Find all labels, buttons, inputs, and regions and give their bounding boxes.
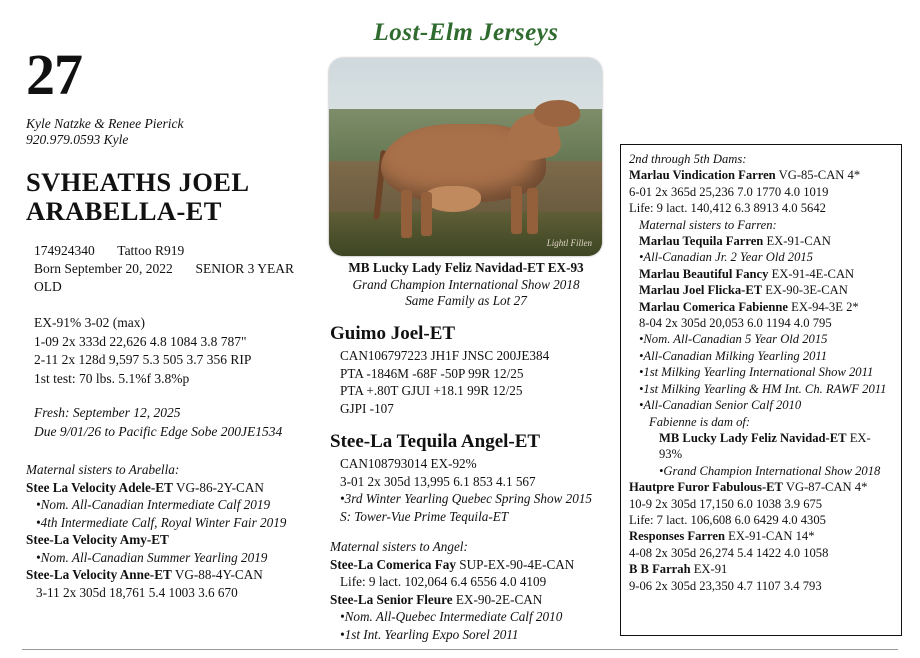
logo-text: Lost-Elm Jerseys [373,19,559,46]
sister-code: VG-86-2Y-CAN [175,479,264,495]
sister-code: SUP-EX-90-4E-CAN [459,556,575,572]
dam-registration: CAN108793014 EX-92% [340,456,477,471]
breeding-status [34,404,316,441]
dam-name: Stee-La Tequila Angel-ET [330,431,541,452]
cow-leg [421,192,432,236]
sister-note: •Nom. All-Quebec Intermediate Calf 2010 [340,609,563,624]
dam-record: 3-01 2x 305d 13,995 6.1 853 4.1 567 [340,473,536,489]
dam-name: Hautpre Furor Fabulous-ET [629,480,783,495]
dam-code: EX-93% [659,430,871,462]
fresh-date: Fresh: September 12, 2025 [34,405,181,420]
dam-award: •3rd Winter Yearling Quebec Spring Show 2015 [340,491,593,506]
dam-name: Responses Farren [629,529,725,544]
sire-pta-2: PTA +.80T GJUI +18.1 99R 12/25 [340,383,523,398]
registration-number: 174924340 [34,243,95,258]
photo-foreground [329,212,602,256]
classification-score: EX-91% 3-02 (max) [34,315,145,330]
consignor-phone: 920.979.0593 Kyle [26,132,129,147]
dam-name: B B Farrah [629,562,691,577]
maternal-sisters-header: Maternal sisters to Arabella: [26,462,180,477]
dam-note: •Grand Champion International Show 2018 [659,463,881,478]
dam-code: VG-87-CAN 4* [785,480,868,495]
dam-note: •Nom. All-Canadian 5 Year Old 2015 [639,332,828,347]
photo-credit: Lightl Fillen [546,238,592,248]
cow-leg [511,186,522,234]
age-class: SENIOR 3 YEAR OLD [34,261,294,294]
dam-code: EX-91-CAN 14* [728,529,815,544]
dam-record: 8-04 2x 305d 20,053 6.0 1194 4.0 795 [639,316,832,331]
cow-leg [527,188,538,234]
consignor-block [26,116,316,148]
dams-header: 2nd through 5th Dams: [629,152,747,166]
sister-name: Stee-La Senior Fleure [330,591,453,607]
caption-award: Grand Champion International Show 2018 [352,276,580,292]
birth-date: Born September 20, 2022 [34,261,173,276]
maternal-sisters-farren-header: Maternal sisters to Farren: [639,217,777,232]
sister-record: 3-11 2x 305d 18,761 5.4 1003 3.6 670 [36,584,238,600]
sister-name: Stee La Velocity Adele-ET [26,479,173,495]
dam-record: 9-06 2x 305d 23,350 4.7 1107 3.4 793 [629,578,822,593]
dam-lifetime: Life: 9 lact. 140,412 6.3 8913 4.0 5642 [629,201,826,216]
dam-code: EX-91 [693,562,728,577]
dam-row [629,479,893,495]
sister-note: •Nom. All-Canadian Summer Yearling 2019 [36,549,268,565]
dam-row [639,282,893,298]
tattoo: Tattoo R919 [117,243,185,258]
dam-lifetime: Life: 7 lact. 106,608 6.0 6429 4.0 4305 [629,512,826,527]
dam-row [629,167,893,183]
due-date: Due 9/01/26 to Pacific Edge Sobe 200JE1534 [34,423,283,439]
maternal-sisters-arabella [26,461,316,601]
dam-name: Marlau Comerica Fabienne [639,299,788,314]
dam-note: •All-Canadian Milking Yearling 2011 [639,348,828,363]
record-row: 1st test: 70 lbs. 5.1%f 3.8%p [34,370,190,386]
dam-name: Marlau Tequila Farren [639,234,764,249]
dam-sire: S: Tower-Vue Prime Tequila-ET [340,508,509,524]
animal-name: SVHEATHS JOEL ARABELLA-ET [26,167,248,226]
cow-udder [425,186,481,212]
maternal-sister-entry [26,566,316,584]
production-records [34,314,316,388]
sister-name: Stee-La Velocity Anne-ET [26,567,172,582]
dam-row [629,528,893,544]
dam-code: EX-90-3E-CAN [765,283,848,298]
maternal-sister-entry [26,531,316,549]
pedigree-column [330,322,610,643]
maternal-sister-entry [330,556,610,574]
maternal-sister-entry [330,591,610,609]
sister-note: •Nom. All-Canadian Intermediate Calf 2019 [36,497,271,512]
sister-name: Stee-La Velocity Amy-ET [26,532,169,547]
dam-name: Marlau Vindication Farren [629,168,776,183]
registration-block [34,242,316,296]
dam-code: VG-85-CAN 4* [778,168,861,183]
record-row: 1-09 2x 333d 22,626 4.8 1084 3.8 787" [34,333,247,349]
sister-note: •4th Intermediate Calf, Royal Winter Fair 2019 [36,514,287,530]
dam-row [659,430,893,463]
sister-name: Stee-La Comerica Fay [330,556,456,572]
dam-code: EX-94-3E 2* [791,299,859,314]
dam-code: EX-91-CAN [766,234,831,249]
sire-gjpi: GJPI -107 [340,400,394,416]
record-row: 2-11 2x 128d 9,597 5.3 505 3.7 356 RIP [34,352,252,367]
cow-leg [401,190,412,238]
dam-row [639,233,893,249]
sire-pta-1: PTA -1846M -68F -50P 99R 12/25 [340,365,524,381]
dam-name: Marlau Joel Flicka-ET [639,283,763,298]
photo-caption [320,260,612,310]
maternal-sisters-angel-header: Maternal sisters to Angel: [330,539,468,554]
caption-relation: Same Family as Lot 27 [405,293,527,308]
sister-code: EX-90-2E-CAN [455,591,543,607]
lot-number: 27 [26,42,82,107]
lost-elm-jerseys-logo [352,18,580,56]
dam-record: 6-01 2x 365d 25,236 7.0 1770 4.0 1019 [629,184,829,199]
fabienne-dam-header: Fabienne is dam of: [649,414,751,429]
dam-row [629,561,893,577]
dam-note: •All-Canadian Jr. 2 Year Old 2015 [639,250,813,265]
dam-row [639,299,893,315]
sister-note: •1st Int. Yearling Expo Sorel 2011 [340,626,519,642]
dam-name: Marlau Beautiful Fancy [639,266,769,281]
footer-divider [22,649,898,650]
sire-registration: CAN106797223 JH1F JNSC 200JE384 [340,348,550,363]
cow-photograph [329,58,602,256]
dam-row [639,266,893,282]
dam-note: •1st Milking Yearling & HM Int. Ch. RAWF 2011 [639,381,887,396]
maternal-sister-entry [26,479,316,497]
lot-info-column [26,42,316,601]
dam-note: •All-Canadian Senior Calf 2010 [639,398,802,413]
sister-code: VG-88-4Y-CAN [174,567,263,582]
ancestor-dams-box [620,144,902,636]
dam-name: MB Lucky Lady Feliz Navidad-ET [659,430,847,445]
dam-note: •1st Milking Yearling International Show 2011 [639,365,874,380]
dam-code: EX-91-4E-CAN [771,266,855,281]
consignor-name: Kyle Natzke & Renee Pierick [26,116,184,131]
sister-record: Life: 9 lact. 102,064 6.4 6556 4.0 4109 [340,574,547,589]
dam-record: 4-08 2x 305d 26,274 5.4 1422 4.0 1058 [629,545,829,560]
caption-animal-name: MB Lucky Lady Feliz Navidad-ET EX-93 [348,260,584,275]
sire-name: Guimo Joel-ET [330,323,456,344]
dam-record: 10-9 2x 305d 17,150 6.0 1038 3.9 675 [629,496,823,511]
